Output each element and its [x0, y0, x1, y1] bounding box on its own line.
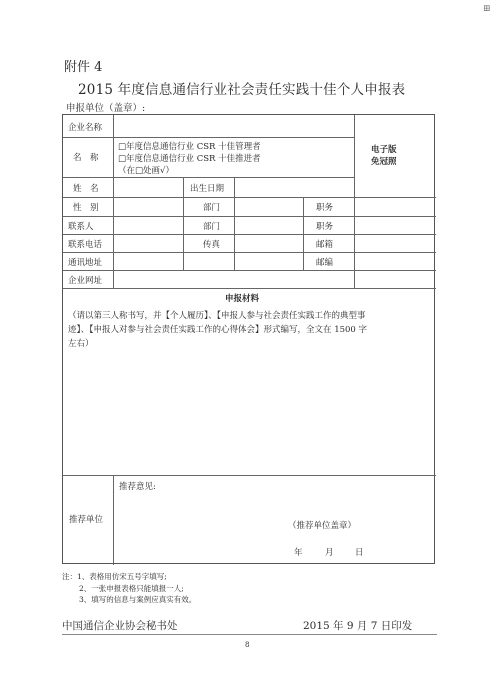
footer-divider: [62, 634, 437, 635]
issuer-name: 中国通信企业协会秘书处: [62, 620, 178, 632]
option-hint: （在□处画√）: [118, 166, 174, 176]
department-label: 部门: [203, 203, 221, 213]
award-name-label: 名 称: [73, 153, 99, 163]
materials-instruction-line2: 迹】、【申报人对参与社会责任实践工作的心得体会】形式编写，全文在 1500 字: [68, 325, 368, 335]
materials-title: 申报材料: [225, 294, 260, 304]
recommender-seal-label: （推荐单位盖章）: [288, 521, 357, 531]
photo-label-headshot: 免冠照: [371, 157, 397, 167]
contact-department-label: 部门: [203, 222, 221, 232]
application-form-table: [62, 114, 435, 564]
page-number: 8: [245, 641, 250, 649]
website-label: 企业网址: [68, 276, 103, 286]
corner-mark: ⊞: [483, 4, 491, 14]
email-label: 邮箱: [316, 240, 334, 250]
note-line-3: 3、填写的信息与案例应真实有效。: [79, 595, 197, 604]
materials-text-area[interactable]: [68, 351, 430, 471]
company-name-field[interactable]: [118, 118, 348, 135]
option-csr-promoter[interactable]: □年度信息通信行业 CSR 十佳推进者: [118, 154, 261, 164]
attachment-label: 附件 4: [64, 60, 103, 75]
contact-position-label: 职务: [316, 222, 334, 232]
date-month-label: 月: [325, 548, 334, 558]
contact-person-label: 联系人: [68, 222, 94, 232]
note-line-1: 注：1、表格用仿宋五号字填写;: [62, 572, 167, 581]
date-year-label: 年: [294, 548, 303, 558]
recommendation-opinion-label: 推荐意见:: [119, 482, 156, 492]
phone-label: 联系电话: [68, 240, 103, 250]
issue-date: 2015 年 9 月 7 日印发: [303, 620, 413, 632]
page-title: 2015 年度信息通信行业社会责任实践十佳个人申报表: [78, 82, 406, 98]
postcode-label: 邮编: [316, 258, 334, 268]
person-name-label: 姓 名: [73, 184, 99, 194]
birth-date-label: 出生日期: [190, 184, 225, 194]
company-name-label: 企业名称: [68, 123, 103, 133]
date-day-label: 日: [355, 548, 364, 558]
materials-instruction-line1: （请以第三人称书写，并【个人履历】、【申报人参与社会责任实践工作的典型事: [68, 311, 366, 321]
fax-label: 传真: [203, 240, 221, 250]
position-label: 职务: [316, 203, 334, 213]
applicant-unit-label: 申报单位（盖章）:: [66, 103, 146, 114]
form-notes: [62, 571, 196, 606]
note-line-2: 2、一张申报表格只能填报一人;: [79, 583, 184, 593]
photo-label-electronic: 电子版: [371, 145, 397, 155]
address-label: 通讯地址: [68, 258, 103, 268]
option-csr-manager[interactable]: □年度信息通信行业 CSR 十佳管理者: [118, 142, 261, 152]
gender-label: 性 别: [73, 203, 99, 213]
materials-instruction-line3: 左右）: [68, 339, 94, 349]
recommender-label: 推荐单位: [69, 515, 104, 525]
